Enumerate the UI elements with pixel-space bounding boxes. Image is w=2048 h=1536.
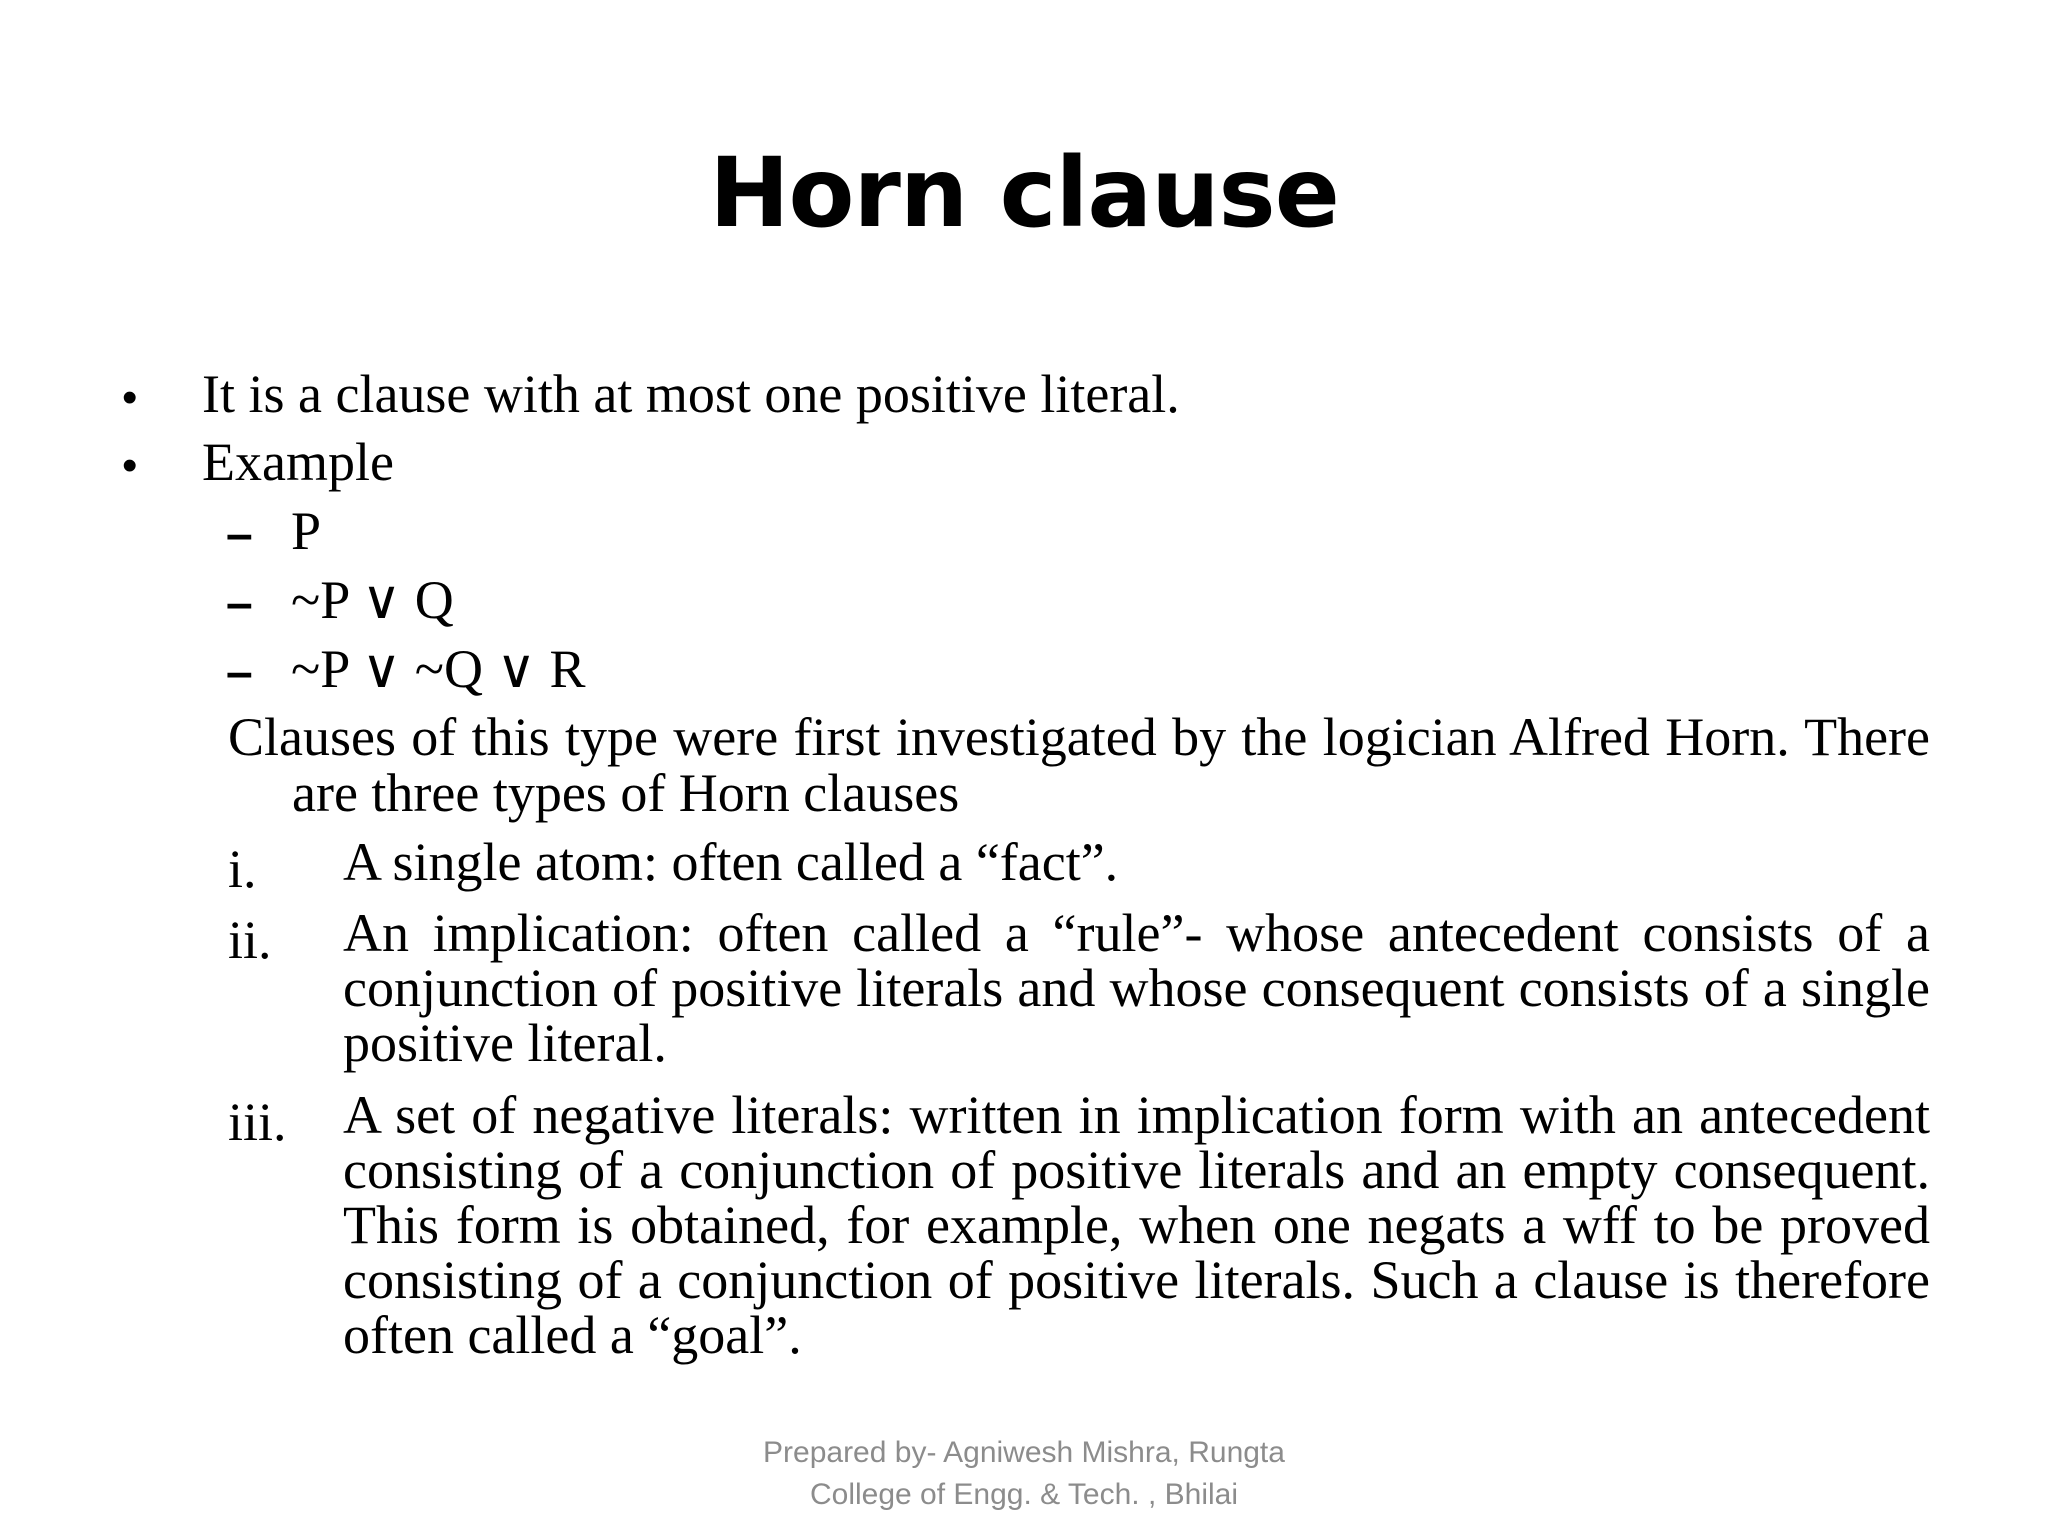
bullet-marker: • [122, 373, 138, 422]
footer-line: Prepared by- Agniwesh Mishra, Rungta [763, 1436, 1285, 1469]
dash-marker: – [226, 577, 253, 630]
dash-marker: – [226, 646, 253, 699]
intro-paragraph-text: Clauses of this type were first investigated by the logician Alfred Horn. There are three types of Horn clauses [228, 707, 1930, 823]
intro-paragraph [228, 709, 1930, 821]
footer-credit [0, 1432, 2048, 1516]
bullet-text: It is a clause with at most one positive literal. [202, 364, 1180, 424]
example-text: P [291, 501, 322, 561]
type-text: A single atom: often called a “fact”. [343, 832, 1119, 892]
bullet-text: Example [202, 432, 394, 492]
footer-line: College of Engg. & Tech. , Bhilai [809, 1478, 1239, 1511]
type-label: iii. [228, 1092, 287, 1152]
dash-marker: – [226, 508, 253, 561]
type-label: i. [228, 839, 257, 899]
type-text: An implication: often called a “rule”- whose antecedent consists of a conjunction of positive literals and whose consequent consists of a single positive literal. [343, 903, 1930, 1073]
slide-title: Horn clause [709, 137, 1339, 249]
bullet-marker: • [122, 441, 138, 490]
example-text: ~P ∨ ~Q ∨ R [291, 639, 586, 699]
example-text: ~P ∨ Q [291, 570, 454, 630]
type-label: ii. [228, 910, 272, 970]
type-text: A set of negative literals: written in implication form with an antecedent consisting of a conjunction of positive literals and an empty consequent. This form is obtained, for example, when one negats a wff to be proved consisting of a conjunction of positive literals. Such a clause is therefore often called a “goal”. [343, 1085, 1930, 1365]
